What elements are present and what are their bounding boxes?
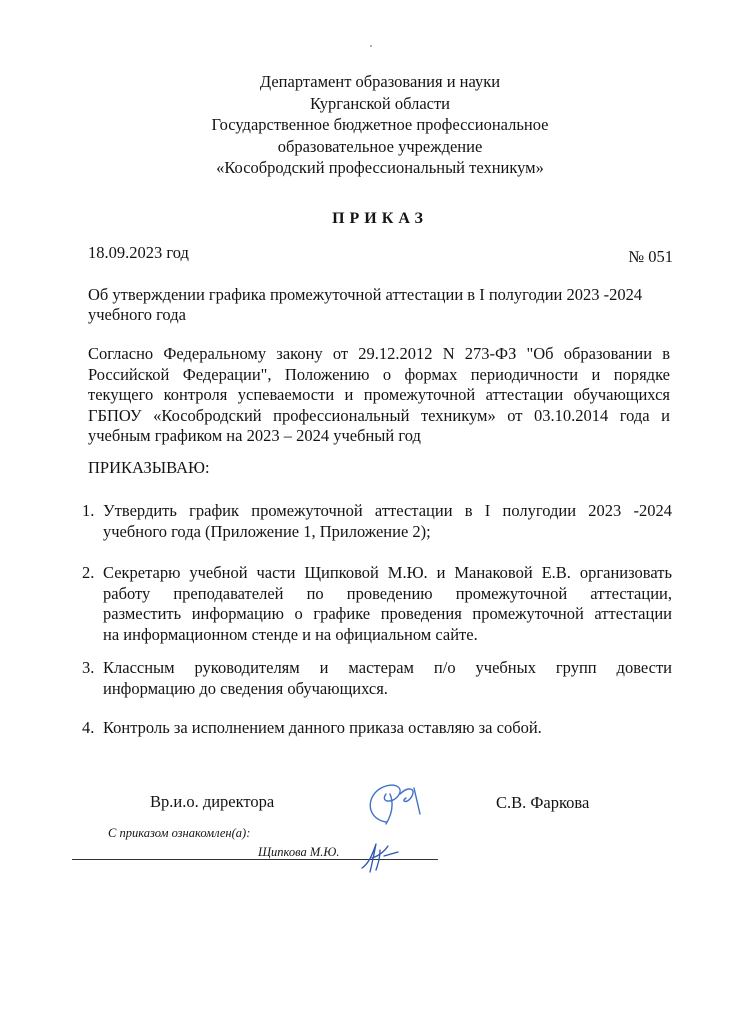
item-line: информацию до сведения обучающихся. <box>103 678 388 698</box>
order-keyword: ПРИКАЗЫВАЮ: <box>88 458 210 477</box>
director-signature-image <box>356 774 436 834</box>
header-line: Государственное бюджетное профессиональное <box>211 115 549 134</box>
basis-line: Российской Федерации", Положению о формах периодичности и порядке <box>88 364 670 384</box>
basis-line: текущего контроля успеваемости и промежуточной аттестации обучающихся <box>88 385 670 404</box>
item-line: учебного года (Приложение 1, Приложение 2); <box>103 521 431 541</box>
item-number: 4. <box>82 718 95 737</box>
item-number: 1. <box>82 501 95 520</box>
item-number: 3. <box>82 658 95 677</box>
item-line: работу преподавателей по проведению промежуточной аттестации, <box>103 583 672 603</box>
acknowledgement-label: С приказом ознакомлен(а): <box>108 826 251 840</box>
item-line: Контроль за исполнением данного приказа оставляю за собой. <box>103 718 542 737</box>
legal-basis-paragraph <box>88 344 670 447</box>
header-line: «Кособродский профессиональный техникум» <box>216 158 544 177</box>
organization-header <box>180 71 580 179</box>
item-line: на информационном стенде и на официальном сайте. <box>103 624 478 644</box>
item-line: разместить информацию о графике проведения промежуточной аттестации <box>103 604 672 623</box>
document-title: ПРИКАЗ <box>332 210 428 227</box>
basis-line: ГБПОУ «Кособродский профессиональный техникум» от 03.10.2014 года и <box>88 405 670 425</box>
order-item-4 <box>82 718 672 739</box>
subject-line: Об утверждении графика промежуточной аттестации в I полугодии 2023 -2024 <box>88 285 643 304</box>
header-line: Департамент образования и науки <box>259 72 501 91</box>
item-line: Классным руководителям и мастерам п/о учебных групп довести <box>103 658 672 677</box>
item-number: 2. <box>82 563 95 582</box>
order-subject <box>88 285 688 325</box>
header-line: Курганской области <box>309 93 451 113</box>
order-date: 18.09.2023 год <box>88 243 189 262</box>
basis-line: учебным графиком на 2023 – 2024 учебный год <box>88 426 421 445</box>
header-line: образовательное учреждение <box>277 136 483 156</box>
order-item-2 <box>82 563 672 645</box>
signatory-title: Вр.и.о. директора <box>150 792 275 811</box>
acknowledgement-signature-image <box>358 838 404 874</box>
item-line: Утвердить график промежуточной аттестации в I полугодии 2023 -2024 <box>103 501 672 520</box>
order-item-3 <box>82 658 672 699</box>
order-item-1 <box>82 501 672 542</box>
signatory-name: С.В. Фаркова <box>496 793 590 812</box>
basis-line: Согласно Федеральному закону от 29.12.2012 N 273-ФЗ "Об образовании в <box>88 344 670 363</box>
acknowledgement-name: Щипкова М.Ю. <box>258 845 340 859</box>
scan-speck <box>370 45 372 47</box>
order-number: № 051 <box>628 247 673 266</box>
item-line: Секретарю учебной части Щипковой М.Ю. и Манаковой Е.В. организовать <box>103 563 672 582</box>
subject-line: учебного года <box>88 305 186 324</box>
